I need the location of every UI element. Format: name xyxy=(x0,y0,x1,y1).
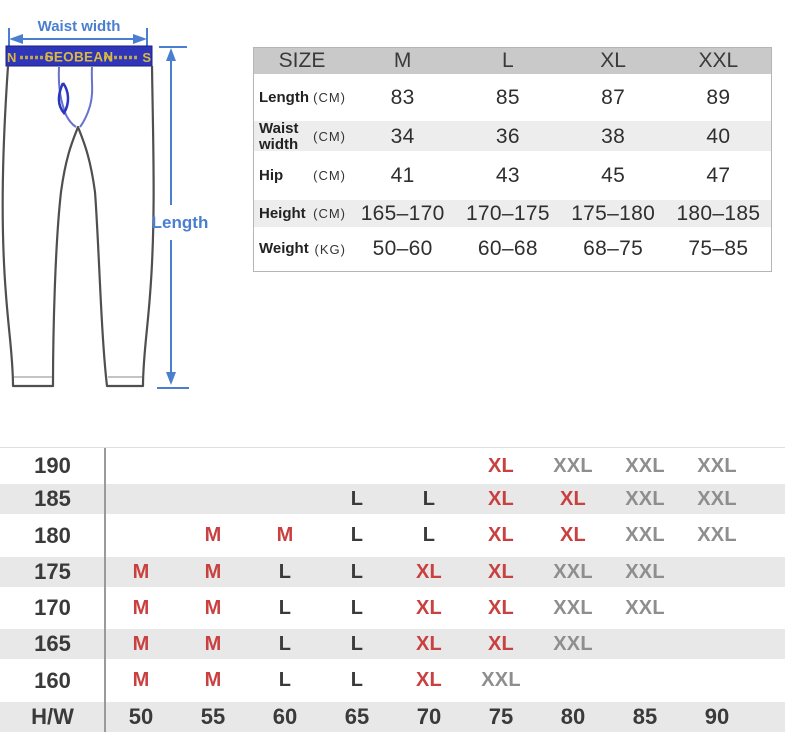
height-weight-fit-matrix xyxy=(0,447,785,732)
matrix-divider-line xyxy=(104,448,106,732)
size-cell: M xyxy=(204,524,222,546)
weight-col-label: 75 xyxy=(488,704,514,729)
measurement-label-cell xyxy=(254,121,350,153)
weight-col-label: 60 xyxy=(272,704,298,729)
size-cell: L xyxy=(278,669,292,691)
fit-matrix-row xyxy=(0,629,785,659)
height-row-label: 175 xyxy=(34,559,71,584)
size-cell: XXL xyxy=(697,524,737,546)
size-cell: XXL xyxy=(481,669,521,691)
size-cell: L xyxy=(422,524,436,546)
measurement-value: 165–170 xyxy=(360,201,445,225)
weight-col-label: 65 xyxy=(344,704,370,729)
waistband-letter-s: S xyxy=(142,50,151,65)
size-cell: L xyxy=(278,596,292,619)
measurement-value: 45 xyxy=(601,163,626,187)
measurement-label-cell xyxy=(254,241,350,257)
measurement-value: 34 xyxy=(390,124,415,148)
fit-matrix-row xyxy=(0,557,785,587)
size-table-row xyxy=(254,121,771,151)
size-col-header: L xyxy=(502,49,514,72)
size-cell: M xyxy=(204,632,222,655)
weight-col-label: 70 xyxy=(416,704,442,729)
measurement-name: Weight xyxy=(259,240,309,258)
measurement-value: 85 xyxy=(495,85,520,109)
length-arrowhead-top xyxy=(166,48,176,61)
size-cell: M xyxy=(132,596,150,619)
measurement-value: 170–175 xyxy=(465,201,550,225)
measurement-value: 43 xyxy=(495,163,520,187)
measurement-value: 47 xyxy=(706,163,731,187)
fit-matrix-footer-row xyxy=(0,702,785,732)
size-cell: M xyxy=(132,560,150,583)
size-cell: L xyxy=(350,632,364,655)
fit-matrix-row xyxy=(0,448,785,484)
size-cell: XL xyxy=(560,524,586,546)
size-cell: XXL xyxy=(553,454,593,477)
size-table-row xyxy=(254,227,771,271)
measurement-unit: (CM) xyxy=(313,206,346,221)
weight-col-label: 55 xyxy=(200,704,226,729)
size-cell: XXL xyxy=(697,487,737,510)
fit-matrix-row xyxy=(0,587,785,629)
size-col-header: XL xyxy=(600,49,626,72)
measurement-unit: (CM) xyxy=(313,90,346,105)
size-cell: L xyxy=(350,487,364,510)
corner-label: H/W xyxy=(31,704,74,729)
measurement-value: 50–60 xyxy=(372,237,433,260)
size-col-header: M xyxy=(393,49,412,72)
measurement-value: 38 xyxy=(601,124,626,148)
size-cell: L xyxy=(350,524,364,546)
measurement-label-cell xyxy=(254,206,350,222)
height-row-label: 185 xyxy=(34,486,71,511)
size-cell: XXL xyxy=(697,454,737,477)
measurement-name: Length xyxy=(259,88,309,106)
measurement-name: Hip xyxy=(259,166,284,184)
size-cell: M xyxy=(204,560,222,583)
height-row-label: 170 xyxy=(34,595,71,620)
measurement-unit: (CM) xyxy=(313,129,346,145)
length-arrowhead-bottom xyxy=(166,372,176,385)
height-row-label: 160 xyxy=(34,667,71,693)
measurement-value: 180–185 xyxy=(676,201,761,225)
size-cell: L xyxy=(350,596,364,619)
size-cell: XL xyxy=(488,524,514,546)
fit-matrix-row xyxy=(0,514,785,557)
size-table-row xyxy=(254,200,771,227)
size-cell: XXL xyxy=(553,560,593,583)
fit-matrix-row xyxy=(0,659,785,702)
size-table-header-row xyxy=(254,48,771,74)
garment-measure-diagram xyxy=(0,0,240,400)
size-cell: M xyxy=(204,596,222,619)
measurement-label-cell xyxy=(254,90,350,106)
measurement-value: 89 xyxy=(706,85,731,109)
size-cell: XXL xyxy=(553,596,593,619)
size-cell: M xyxy=(204,669,222,691)
size-table-row xyxy=(254,74,771,121)
measurement-unit: (CM) xyxy=(313,168,346,183)
size-cell: XL xyxy=(488,632,514,655)
size-corner-header: SIZE xyxy=(278,49,326,72)
measurement-unit: (KG) xyxy=(314,241,346,257)
size-cell: XXL xyxy=(625,596,665,619)
size-col-header: XXL xyxy=(698,49,739,72)
fly-lines xyxy=(59,67,92,127)
size-cell: XL xyxy=(560,487,586,510)
garment-outline xyxy=(3,66,154,386)
height-row-label: 180 xyxy=(34,522,71,548)
measurement-label-cell xyxy=(254,168,350,184)
measurement-name: Waist width xyxy=(259,120,299,153)
size-cell: M xyxy=(276,524,294,546)
size-cell: XL xyxy=(488,454,514,477)
size-cell: L xyxy=(350,560,364,583)
size-table-row xyxy=(254,151,771,200)
size-cell: XL xyxy=(416,560,442,583)
fit-matrix-row xyxy=(0,484,785,514)
size-cell: L xyxy=(278,560,292,583)
size-cell: XXL xyxy=(553,632,593,655)
size-cell: M xyxy=(132,632,150,655)
measurement-value: 41 xyxy=(390,163,415,187)
measurement-value: 87 xyxy=(601,85,626,109)
size-cell: XL xyxy=(488,560,514,583)
size-cell: M xyxy=(132,669,150,691)
measurement-value: 68–75 xyxy=(583,237,644,260)
measurement-value: 60–68 xyxy=(477,237,538,260)
measurement-value: 83 xyxy=(390,85,415,109)
size-cell: XXL xyxy=(625,524,665,546)
size-cell: L xyxy=(278,632,292,655)
weight-col-label: 80 xyxy=(560,704,586,729)
height-row-label: 190 xyxy=(34,453,71,478)
height-row-label: 165 xyxy=(34,631,71,656)
waist-width-label: Waist width xyxy=(37,18,121,35)
length-label: Length xyxy=(151,213,209,232)
size-cell: XL xyxy=(416,632,442,655)
size-cell: XL xyxy=(416,596,442,619)
size-cell: XXL xyxy=(625,560,665,583)
size-cell: XXL xyxy=(625,487,665,510)
weight-col-label: 50 xyxy=(128,704,154,729)
waistband-letter-n: N xyxy=(7,50,17,65)
measurement-value: 36 xyxy=(495,124,520,148)
size-cell: L xyxy=(350,669,364,691)
measurement-value: 75–85 xyxy=(688,237,749,260)
measurement-value: 175–180 xyxy=(571,201,656,225)
size-cell: L xyxy=(422,487,436,510)
size-cell: XL xyxy=(488,596,514,619)
measurement-name: Height xyxy=(259,204,306,222)
waist-arrowhead-left xyxy=(9,34,23,44)
weight-col-label: 90 xyxy=(704,704,730,729)
size-cell: XL xyxy=(488,487,514,510)
size-cell: XL xyxy=(416,669,442,691)
size-cell: XXL xyxy=(625,454,665,477)
waistband-brand: SEOBEAN xyxy=(44,49,114,65)
weight-col-label: 85 xyxy=(632,704,658,729)
size-measurements-table xyxy=(253,47,772,272)
waist-arrowhead-right xyxy=(133,34,147,44)
measurement-value: 40 xyxy=(706,124,731,148)
